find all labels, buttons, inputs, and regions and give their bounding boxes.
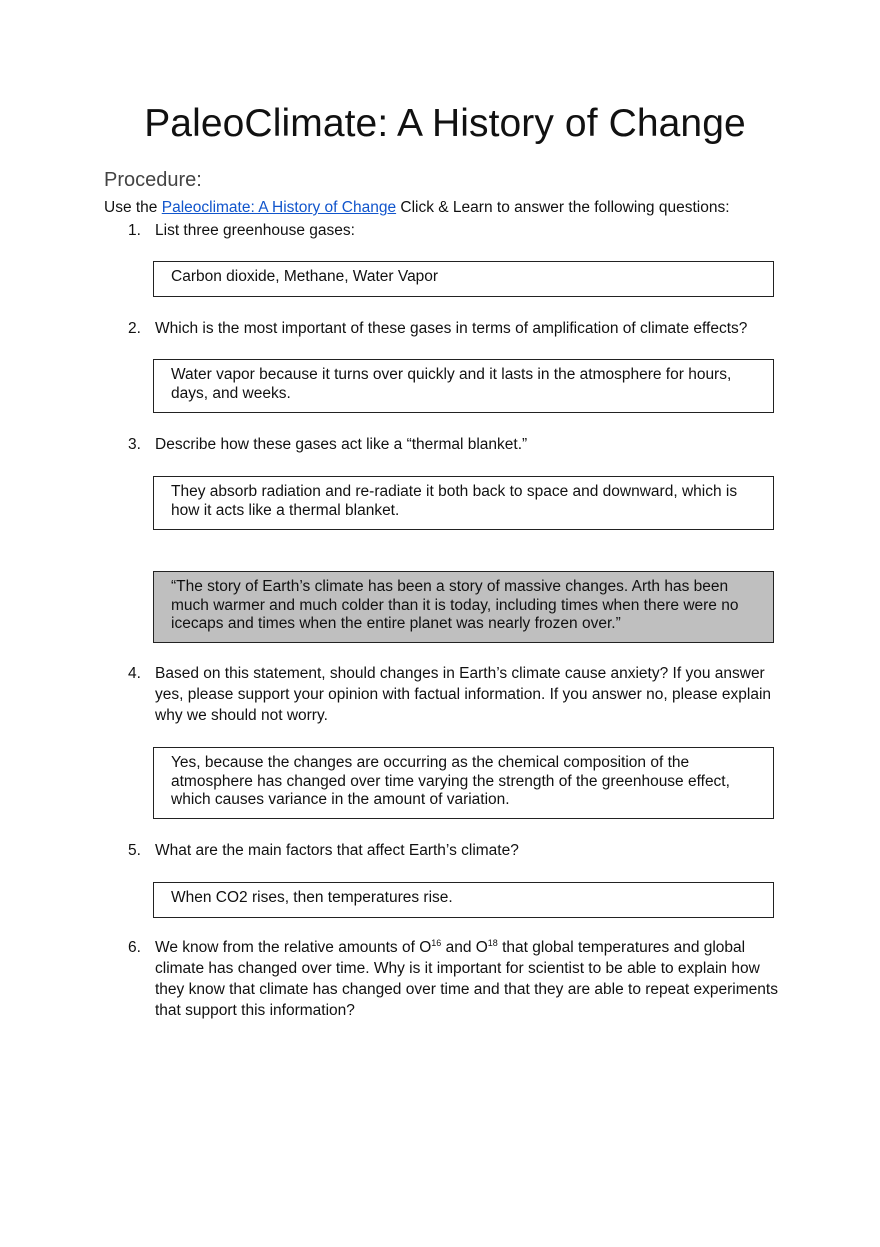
question-text: List three greenhouse gases: xyxy=(155,222,355,239)
answer-box-5[interactable]: When CO2 rises, then temperatures rise. xyxy=(153,882,774,918)
intro-text xyxy=(104,199,730,217)
question-number: 6. xyxy=(128,939,141,956)
click-and-learn-link[interactable]: Paleoclimate: A History of Change xyxy=(161,199,397,216)
question-number: 2. xyxy=(128,320,141,337)
question-text: Which is the most important of these gases in terms of amplification of climate effects? xyxy=(155,320,748,337)
page-title: PaleoClimate: A History of Change xyxy=(144,102,746,145)
answer-box-2[interactable]: Water vapor because it turns over quickly and it lasts in the atmosphere for hours, days, and weeks. xyxy=(153,359,774,413)
question-text-part: We know from the relative amounts of O xyxy=(155,939,432,956)
question-text: Based on this statement, should changes in Earth’s climate cause anxiety? If you answer yes, please support your opinion with factual information. If you answer no, please explain why we should not worry. xyxy=(155,665,772,724)
question-number: 3. xyxy=(128,436,141,453)
answer-box-4[interactable]: Yes, because the changes are occurring as the chemical composition of the atmosphere has changed over time varying the strength of the greenhouse effect, which causes variance in the amount of variation. xyxy=(153,747,774,819)
procedure-heading: Procedure: xyxy=(104,169,202,191)
question-text: What are the main factors that affect Earth’s climate? xyxy=(155,842,519,859)
question-text: Describe how these gases act like a “thermal blanket.” xyxy=(155,436,528,453)
question-1 xyxy=(128,220,788,241)
intro-prefix: Use the xyxy=(104,199,162,216)
answer-box-1[interactable]: Carbon dioxide, Methane, Water Vapor xyxy=(153,261,774,297)
question-4 xyxy=(128,663,788,726)
oxygen-18-superscript: 18 xyxy=(487,938,498,948)
quote-box: “The story of Earth’s climate has been a story of massive changes. Arth has been much warmer and much colder than it is today, including times when there were no icecaps and times when the entire planet was nearly frozen over.” xyxy=(153,571,774,643)
question-number: 5. xyxy=(128,842,141,859)
question-3 xyxy=(128,434,788,455)
question-text-part: that global temperatures and global climate has changed over time. Why is it important for scientist to be able to explain how they know that climate has changed over time and that they are able to repeat experiments that support this information? xyxy=(155,939,778,1019)
question-2 xyxy=(128,318,788,339)
intro-suffix: Click & Learn to answer the following questions: xyxy=(396,199,730,216)
question-6 xyxy=(128,937,788,1021)
question-5 xyxy=(128,840,788,861)
question-text-part: and O xyxy=(441,939,488,956)
question-number: 1. xyxy=(128,222,141,239)
answer-box-3[interactable]: They absorb radiation and re-radiate it both back to space and downward, which is how it acts like a thermal blanket. xyxy=(153,476,774,530)
question-text xyxy=(155,937,788,1021)
oxygen-16-superscript: 16 xyxy=(431,938,442,948)
question-number: 4. xyxy=(128,665,141,682)
